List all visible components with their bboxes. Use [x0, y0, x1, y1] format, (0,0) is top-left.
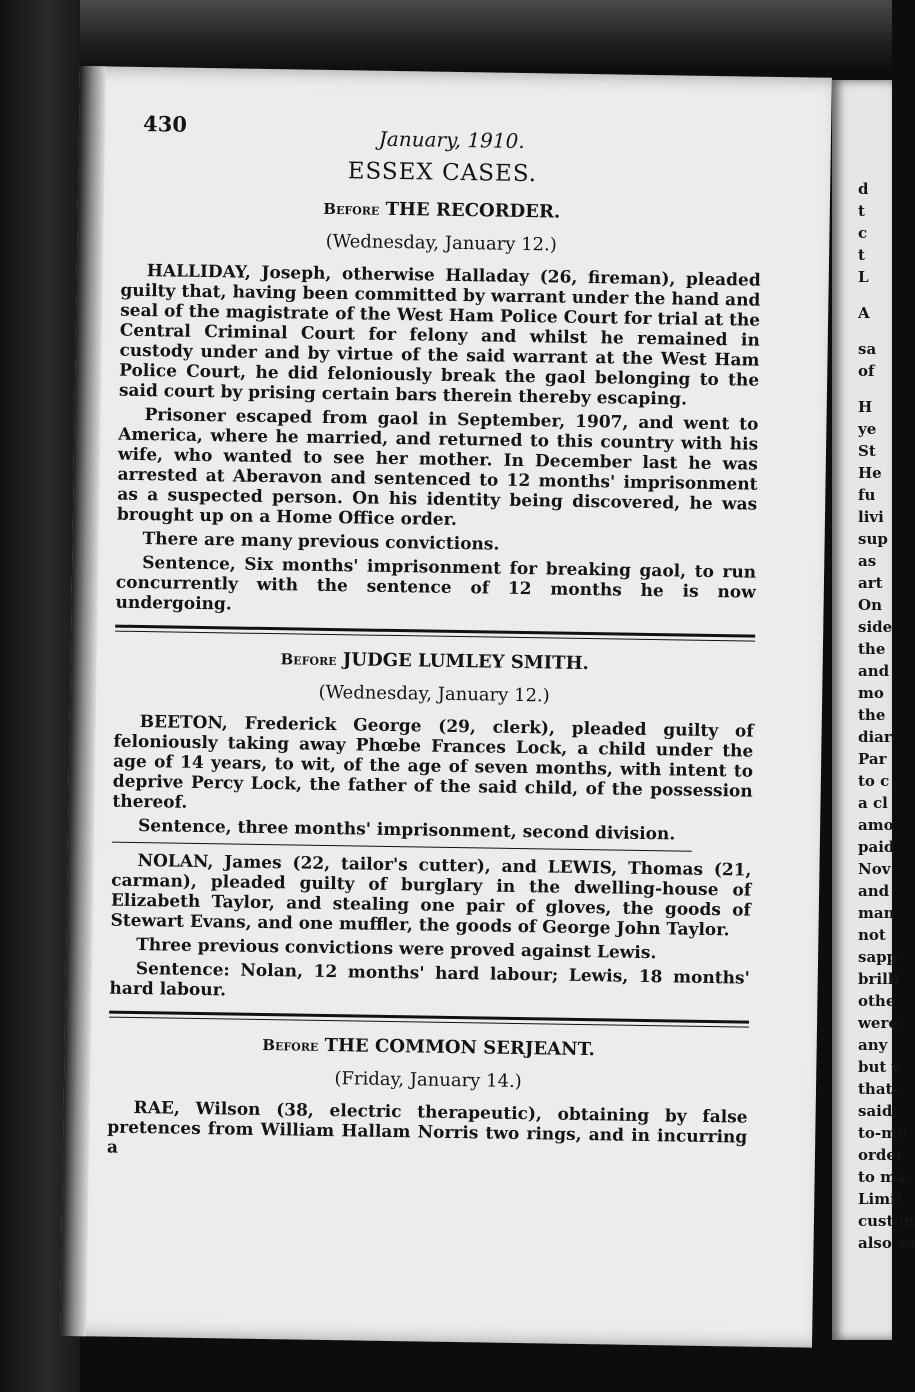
facing-page-fragment: were [858, 1014, 898, 1032]
page-header [123, 99, 764, 153]
case-paragraph: Three previous convictions were proved against Lewis. [136, 934, 657, 964]
page-number: 430 [142, 110, 188, 137]
facing-page-fragment: d [858, 180, 869, 198]
page-content [107, 99, 764, 1172]
facing-page-fragment: Limit [858, 1190, 903, 1208]
facing-page-fragment: t [858, 202, 865, 220]
case-sentence: Sentence, three months' imprisonment, second division. [137, 816, 676, 845]
facing-page-fragment: sa [858, 340, 877, 358]
facing-page-fragment: any [858, 1036, 888, 1054]
facing-page-fragment: and [858, 882, 890, 900]
facing-page-fragment: order [858, 1146, 904, 1164]
facing-page-fragment: sup [858, 530, 888, 548]
case-paragraph: HALLIDAY, Joseph, otherwise Halladay (26, fireman), pleaded guilty that, having been committed by warrant under the hand and seal of the magistrate of the West Ham Police Court for trial at the Central Criminal Court for felony and whilst he remained in custody under and by virtue of the said warrant at the West Ham Police Court, he did feloniously break the gaol belonging to the said court by prising certain bars therein thereby escaping. [118, 261, 761, 410]
facing-page-fragment: as [858, 552, 877, 570]
case-paragraph: Prisoner escaped from gaol in September, 1907, and went to America, where he married, and returned to this country with his wife, who wanted to see her mother. In December last he was arrested at Aberavon and sentenced to 12 months' imprisonment as a suspected person. On his identity being discovered, he was brought up on a Home Office order. [116, 405, 759, 530]
facing-page-fragment: L [858, 268, 869, 286]
book-page [60, 66, 832, 1348]
facing-page-fragment: the [858, 706, 886, 724]
court-judge: JUDGE LUMLEY SMITH. [342, 649, 589, 675]
facing-page-fragment: othe [858, 992, 896, 1010]
court-section-recorder [115, 195, 761, 623]
facing-page-fragment: to ma [858, 1168, 906, 1186]
facing-page-fragment: to-mo [858, 1124, 908, 1142]
court-before-word: Before [280, 650, 337, 670]
facing-page-fragment: He [858, 464, 882, 482]
facing-page-fragment: H [858, 398, 873, 416]
session-date: (Friday, January 14.) [334, 1068, 522, 1093]
facing-page-fragment: livi [858, 508, 884, 526]
facing-page-fragment: t [858, 246, 865, 264]
case-entry [107, 1098, 748, 1168]
facing-page-fragment: but y [858, 1058, 901, 1076]
facing-page-fragment: side [858, 618, 893, 636]
case-entry [115, 261, 760, 623]
court-section-common-serjeant [107, 1032, 749, 1168]
section-divider [109, 1011, 749, 1028]
facing-page-fragment: of [858, 362, 875, 380]
facing-page-fragment: ye [858, 420, 877, 438]
facing-page-fragment: diar [858, 728, 892, 746]
facing-page-fragment: and [858, 662, 890, 680]
case-sentence: Sentence: Nolan, 12 months' hard labour; Lewis, 18 months' hard labour. [109, 958, 750, 1001]
court-judge: THE RECORDER. [385, 198, 561, 223]
session-date: (Wednesday, January 12.) [318, 681, 550, 707]
case-paragraph: There are many previous convictions. [142, 529, 500, 555]
court-before-word: Before [262, 1035, 319, 1055]
court-section-lumley-smith [109, 646, 754, 1009]
facing-page-fragment: art [858, 574, 883, 592]
case-paragraph: NOLAN, James (22, tailor's cutter), and LEWIS, Thomas (21, carman), pleaded guilty of burglary in the dwelling-house of Elizabeth Taylor, and stealing one pair of gloves, the goods of Stewart Evans, and one muffler, the goods of George John Taylor. [110, 851, 752, 941]
facing-page-fragment: man [858, 904, 895, 922]
facing-page-fragment: Nov [858, 860, 891, 878]
case-paragraph: BEETON, Frederick George (29, clerk), pleaded guilty of feloniously taking away Phœbe Frances Lock, a child under the age of 14 years, to wit, of the age of seven months, with intent to deprive Percy Lock, the father of the said child, of the possession thereof. [112, 712, 754, 813]
facing-page-fragment: a cl [858, 794, 888, 812]
facing-page-fragment: On [858, 596, 882, 614]
facing-page-fragment: A [858, 304, 870, 322]
case-entry [112, 712, 754, 846]
scan-background-top [0, 0, 892, 70]
facing-page-fragment: not [858, 926, 886, 944]
section-title: ESSEX CASES. [347, 158, 538, 188]
case-paragraph: RAE, Wilson (38, electric therapeutic), obtaining by false pretences from William Hallam Norris two rings, and in incurring a [106, 1097, 748, 1158]
court-heading [115, 646, 755, 677]
court-heading [122, 195, 762, 226]
case-entry [109, 851, 751, 1009]
facing-page-fragment: that- [858, 1080, 899, 1098]
facing-page-fragment: also sa [858, 1234, 915, 1252]
facing-page-fragment: said, [858, 1102, 898, 1120]
facing-page-fragment: sapp [858, 948, 898, 966]
case-sentence: Sentence, Six months' imprisonment for breaking gaol, to run concurrently with the sentence of 12 months he is now undergoing. [115, 553, 757, 615]
facing-page-fragment: amo [858, 816, 894, 834]
facing-page-fragment: to c [858, 772, 890, 790]
court-before-word: Before [323, 199, 380, 219]
facing-page-fragment: paid [858, 838, 895, 856]
facing-page-fragment: fu [858, 486, 876, 504]
section-divider [115, 625, 755, 642]
running-head: January, 1910. [378, 126, 525, 153]
facing-page-fragment: Par [858, 750, 887, 768]
court-heading [109, 1032, 749, 1063]
facing-page-fragment: brilli [858, 970, 900, 988]
facing-page-fragment: St [858, 442, 876, 460]
facing-page-edge [832, 80, 915, 1340]
facing-page-fragment: the [858, 640, 886, 658]
court-judge: THE COMMON SERJEANT. [324, 1034, 596, 1061]
facing-page-fragment: c [858, 224, 868, 242]
facing-page-fragment: mo [858, 684, 884, 702]
facing-page-fragment: custon [858, 1212, 915, 1230]
session-date: (Wednesday, January 12.) [325, 230, 558, 256]
